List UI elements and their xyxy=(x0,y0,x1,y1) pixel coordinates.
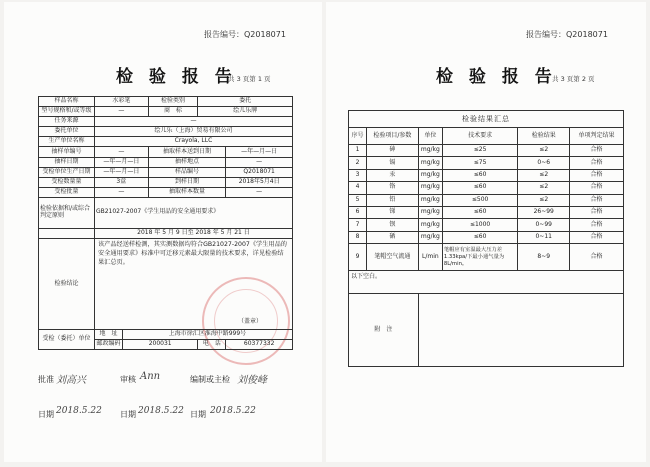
table-row xyxy=(349,206,624,218)
cell: 到样日期 xyxy=(148,177,226,187)
results-summary-table xyxy=(348,110,624,367)
cell: 8~9 xyxy=(518,244,570,271)
cell: mg/kg xyxy=(418,231,442,243)
cell: 合格 xyxy=(570,145,624,157)
page-info: 共 3 页第 2 页 xyxy=(552,75,595,83)
cell: 砷 xyxy=(366,145,418,157)
cell: 上海市徐汇区淮海中路999号 xyxy=(122,330,292,340)
approver-signature: 刘高兴 xyxy=(56,375,86,386)
cell: 抽样地点 xyxy=(148,157,226,167)
report-page-2 xyxy=(326,2,646,462)
cell: 委托 xyxy=(198,97,293,107)
cell: 汞 xyxy=(366,169,418,181)
cell: 受检数量量 xyxy=(39,177,95,187)
column-header: 单项判定结果 xyxy=(570,128,624,145)
cell: ≤60 xyxy=(442,206,518,218)
table-row xyxy=(349,194,624,206)
cell: ≤1000 xyxy=(442,219,518,231)
cell: ≤2 xyxy=(518,145,570,157)
cell: 9 xyxy=(349,244,367,271)
cell: mg/kg xyxy=(418,182,442,194)
date-value: 2018.5.22 xyxy=(56,406,102,416)
cell: 检验结论 xyxy=(39,239,95,330)
cell: 电 话 xyxy=(198,340,226,350)
cell: 0~11 xyxy=(518,231,570,243)
cell: mg/kg xyxy=(418,194,442,206)
cell: Crayola, LLC xyxy=(94,137,292,147)
cell: 任务来源 xyxy=(39,117,95,127)
editor-signature: 刘俊峰 xyxy=(237,375,267,386)
page-title: 检 验 报 告 xyxy=(116,67,237,87)
column-header: 检验结果 xyxy=(518,128,570,145)
cell: — xyxy=(226,157,293,167)
report-number: 报告编号：Q2018071 xyxy=(526,30,608,39)
cell: 0~99 xyxy=(518,219,570,231)
table-row xyxy=(349,219,624,231)
cell: — xyxy=(94,187,148,197)
note-label: 附 注 xyxy=(349,294,419,367)
cell: — xyxy=(94,117,292,127)
cell: 60377332 xyxy=(226,340,293,350)
cell: 检验类别 xyxy=(148,97,198,107)
cell: L/min xyxy=(418,244,442,271)
cell: 3盒 xyxy=(94,177,148,187)
cell: 绘儿乐（上海）贸易有限公司 xyxy=(94,127,292,137)
note-cell xyxy=(418,294,623,367)
summary-title: 检验结果汇总 xyxy=(349,111,624,128)
cell: 笔帽空气流通 xyxy=(366,244,418,271)
date-label: 日期 xyxy=(120,410,136,419)
column-header: 技术要求 xyxy=(442,128,518,145)
conclusion-text: 该产品经送样检测，其实测数据均符合GB21027-2007《学生用品的安全通用要求》标准中可迁移元素最大限量的技术要求，详见检验结果汇总页。 xyxy=(97,241,287,266)
cell: 合格 xyxy=(570,206,624,218)
cell: — xyxy=(226,187,293,197)
date-value: 2018.5.22 xyxy=(138,406,184,416)
report-page-1 xyxy=(4,2,322,462)
cell: 3 xyxy=(349,169,367,181)
cell: 0~6 xyxy=(518,157,570,169)
cell: 26~99 xyxy=(518,206,570,218)
editor-label: 编制或主检 xyxy=(190,375,230,384)
date-value: 2018.5.22 xyxy=(210,406,256,416)
cell: ≤2 xyxy=(518,182,570,194)
cell: mg/kg xyxy=(418,219,442,231)
cell: —年—月—日 xyxy=(94,167,148,177)
cell: mg/kg xyxy=(418,157,442,169)
conclusion-cell xyxy=(94,239,292,330)
cell: 铬 xyxy=(366,182,418,194)
cell: — xyxy=(94,147,148,157)
cell: 笔帽应有室温最大压力差1.33kpa/下最小通气量为8L/min。 xyxy=(442,244,518,271)
cell: 受检（委托）单位 xyxy=(39,330,95,350)
cell: ≤25 xyxy=(442,145,518,157)
seal-label: （盖章） xyxy=(237,318,262,326)
cell: 8 xyxy=(349,231,367,243)
cell: 1 xyxy=(349,145,367,157)
cell: ≤500 xyxy=(442,194,518,206)
reviewer-label: 审核 xyxy=(120,375,136,384)
cell: — xyxy=(94,107,148,117)
cell: 合格 xyxy=(570,219,624,231)
blank-note: 以下空白。 xyxy=(349,271,624,294)
cell: 6 xyxy=(349,206,367,218)
cell: 抽取样本数量 xyxy=(148,187,226,197)
cell: 合格 xyxy=(570,157,624,169)
cell: 样品编号 xyxy=(148,167,226,177)
cell: Q2018071 xyxy=(226,167,293,177)
cell: mg/kg xyxy=(418,206,442,218)
cell: ≤2 xyxy=(518,169,570,181)
cell: 2018年5月4日 xyxy=(226,177,293,187)
cell xyxy=(39,228,95,238)
cell: 钡 xyxy=(366,219,418,231)
cell: 铅 xyxy=(366,194,418,206)
cell: ≤60 xyxy=(442,231,518,243)
cell: 合格 xyxy=(570,231,624,243)
cell: 5 xyxy=(349,194,367,206)
cell: 合格 xyxy=(570,244,624,271)
table-row xyxy=(349,182,624,194)
cell: GB21027-2007《学生用品的安全通用要求》 xyxy=(94,197,292,228)
cell: 硒 xyxy=(366,231,418,243)
reviewer-signature: Ann xyxy=(140,371,161,382)
cell: ≤2 xyxy=(518,194,570,206)
cell: ≤60 xyxy=(442,182,518,194)
cell: 合格 xyxy=(570,194,624,206)
column-header: 单位 xyxy=(418,128,442,145)
column-header: 序号 xyxy=(349,128,367,145)
table-row xyxy=(349,231,624,243)
page-title: 检 验 报 告 xyxy=(436,67,557,87)
column-header: 检验项目/参数 xyxy=(366,128,418,145)
cell: 邮政编码 xyxy=(94,340,122,350)
cell: 样品名称 xyxy=(39,97,95,107)
cell: 合格 xyxy=(570,169,624,181)
cell: 受检单位生产日期 xyxy=(39,167,95,177)
cell: mg/kg xyxy=(418,169,442,181)
table-row xyxy=(349,244,624,271)
cell: 抽样单编号 xyxy=(39,147,95,157)
cell: mg/kg xyxy=(418,145,442,157)
cell: 地 址 xyxy=(94,330,122,340)
cell: 受检批量 xyxy=(39,187,95,197)
cell: 商 标 xyxy=(148,107,198,117)
cell: 4 xyxy=(349,182,367,194)
page-info: 共 3 页第 1 页 xyxy=(228,75,271,83)
cell: 抽样日期 xyxy=(39,157,95,167)
cell: 水彩笔 xyxy=(94,97,148,107)
cell: —年—月—日 xyxy=(226,147,293,157)
cell: 合格 xyxy=(570,182,624,194)
cell: 锑 xyxy=(366,206,418,218)
cell: 7 xyxy=(349,219,367,231)
cell: 2018 年 5 月 9 日至 2018 年 5 月 21 日 xyxy=(94,228,292,238)
date-label: 日期 xyxy=(38,410,54,419)
cell: ≤75 xyxy=(442,157,518,169)
cell: —年—月—日 xyxy=(94,157,148,167)
cell: 镉 xyxy=(366,157,418,169)
date-label: 日期 xyxy=(190,410,206,419)
table-row xyxy=(349,145,624,157)
cell: ≤60 xyxy=(442,169,518,181)
cell: 200031 xyxy=(122,340,197,350)
table-row xyxy=(349,157,624,169)
cell: 绘儿乐牌 xyxy=(198,107,293,117)
cell: 型号规格和/或等级 xyxy=(39,107,95,117)
sample-info-table xyxy=(38,96,293,350)
table-row xyxy=(349,169,624,181)
cell: 生产单位名称 xyxy=(39,137,95,147)
cell: 2 xyxy=(349,157,367,169)
cell: 抽取样本送到日期 xyxy=(148,147,226,157)
cell: 委托单位 xyxy=(39,127,95,137)
cell: 检验依据和/或综合判定原则 xyxy=(39,197,95,228)
approver-label: 批准 xyxy=(38,375,54,384)
report-number: 报告编号：Q2018071 xyxy=(204,30,286,39)
